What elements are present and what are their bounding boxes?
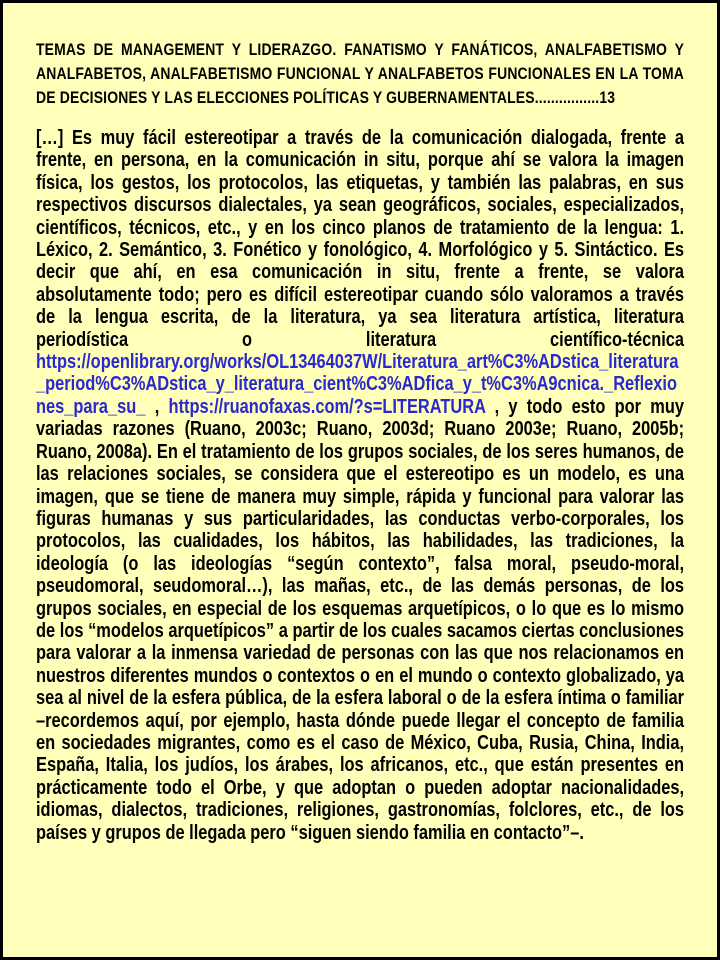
openlibrary-link[interactable]: https://openlibrary.org/works/OL13464037W/Literatura_art%C3%ADstica_literatura_period%C3%ADstica_y_literatura_cient%C3%ADfica_y_t%C3%A9cnica._Reflexiones_para_su_ — [36, 351, 679, 418]
link-separator-comma: , — [145, 395, 169, 418]
content-area — [36, 38, 684, 844]
ruanofaxas-link[interactable]: https://ruanofaxas.com/?s=LITERATURA — [168, 395, 486, 418]
body-text-before-links: […] Es muy fácil estereotipar a través de la comunicación dialogada, frente a frente, en persona, en la comunicación in situ, porque ahí se valora la imagen física, los gestos, los protocolos, las etiquetas, y también las palabras, en sus respectivos discursos dialectales, ya sean geográficos, sociales, especializados, científicos, técnicos, etc., y en los cinco planos de tratamiento de la lengua: 1. Léxico, 2. Semántico, 3. Fonético y fonológico, 4. Morfológico y 5. Sintáctico. Es decir que ahí, en esa comunicación in situ, frente a frente, se valora absolutamente todo; pero es difícil estereotipar cuando sólo valoramos a través de la lengua escrita, de la literatura, ya sea literatura artística, literatura periodística o literatura científico-técnica — [36, 127, 685, 351]
document-title: TEMAS DE MANAGEMENT Y LIDERAZGO. FANATISMO Y FANÁTICOS, ANALFABETISMO Y ANALFABETOS, ANALFABETISMO FUNCIONAL Y ANALFABETOS FUNCIONALES EN LA TOMA DE DECISIONES Y LAS ELECCIONES POLÍTICAS Y GUBERNAMENTALES................13 — [36, 40, 685, 107]
body-paragraph — [36, 127, 684, 844]
body-text-after-links: , y todo esto por muy variadas razones (Ruano, 2003c; Ruano, 2003d; Ruano 2003e; Ruano, 2005b; Ruano, 2008a). En el tratamiento de los grupos sociales, de los seres humanos, de las relaciones sociales, se considera que el estereotipo es un modelo, es una imagen, que se tiene de manera muy simple, rápida y funcional para valorar las figuras humanas y sus particularidades, las conductas verbo-corporales, los protocolos, las cualidades, los hábitos, las habilidades, las tradiciones, la ideología (o las ideologías “según contexto”, falsa moral, pseudo-moral, pseudomoral, seudomoral…), las mañas, etc., de las demás personas, de los grupos sociales, en especial de los esquemas arquetípicos, o lo que es lo mismo de los “modelos arquetípicos” a partir de los cuales sacamos ciertas conclusiones para valorar a la inmensa variedad de personas con las que nos relacionamos en nuestros diferentes mundos o contextos o en el mundo o contexto globalizado, ya sea al nivel de la esfera pública, de la esfera laboral o de la esfera íntima o familiar –recordemos aquí, por ejemplo, hasta dónde puede llegar el concepto de familia en sociedades migrantes, como es el caso de México, Cuba, Rusia, China, India, España, Italia, los judíos, los árabes, los africanos, etc., que están presentes en prácticamente todo el Orbe, y que adoptan o pueden adoptar nacionalidades, idiomas, dialectos, tradiciones, religiones, gastronomías, folclores, etc., de los países y grupos de llegada pero “siguen siendo familia en contacto”–. — [36, 395, 685, 844]
